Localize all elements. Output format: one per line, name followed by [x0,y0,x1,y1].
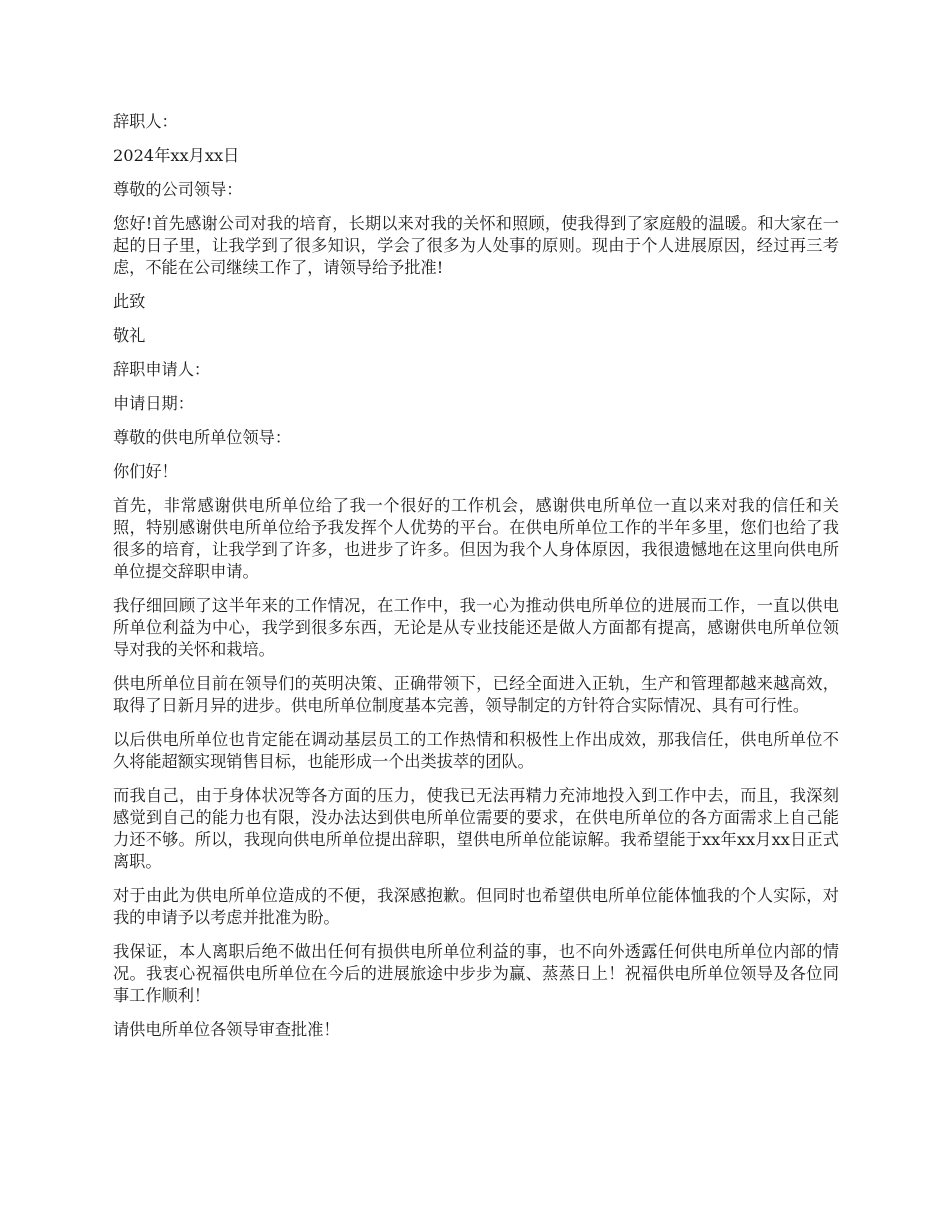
resigner-line: 辞职人： [113,112,178,131]
body-paragraph: 首先，非常感谢供电所单位给了我一个很好的工作机会，感谢供电所单位一直以来对我的信任和关照，特别感谢供电所单位给予我发挥个人优势的平台。在供电所单位工作的半年多里，您们也给了我很多的培育，让我学到了许多，也进步了许多。但因为我个人身体原因，我很遗憾地在这里向供电所单位提交辞职申请。 [113,496,839,581]
salutation-company: 尊敬的公司领导： [113,180,243,199]
final-request-line: 请供电所单位各领导审查批准！ [113,1020,340,1039]
applicant-line: 辞职申请人： [113,360,211,379]
application-date-line: 申请日期： [113,394,194,413]
body-paragraph: 我仔细回顾了这半年来的工作情况，在工作中，我一心为推动供电所单位的进展而工作，一直以供电所单位利益为中心，我学到很多东西，无论是从专业技能还是做人方面都有提高，感谢供电所单位领导对我的关怀和栽培。 [113,596,839,659]
body-paragraph: 以后供电所单位也肯定能在调动基层员工的工作热情和积极性上作出成效，那我信任，供电所单位不久将能超额实现销售目标，也能形成一个出类拔萃的团队。 [113,730,839,771]
date-line: 2024年xx月xx日 [113,146,240,165]
body-paragraph: 您好!首先感谢公司对我的培育，长期以来对我的关怀和照顾，使我得到了家庭般的温暖。和大家在一起的日子里，让我学到了很多知识，学会了很多为人处事的原则。现由于个人进展原因，经过再三考虑，不能在公司继续工作了，请领导给予批准! [113,214,839,277]
closing-zhici: 此致 [113,292,146,311]
body-paragraph: 我保证，本人离职后绝不做出任何有损供电所单位利益的事，也不向外透露任何供电所单位内部的情况。我衷心祝福供电所单位在今后的进展旅途中步步为赢、蒸蒸日上！祝福供电所单位领导及各位同事工作顺利！ [113,942,839,1005]
salutation-power-station: 尊敬的供电所单位领导： [113,428,292,447]
closing-jingli: 敬礼 [113,326,146,345]
greeting-line: 你们好！ [113,462,178,481]
body-paragraph: 而我自己，由于身体状况等各方面的压力，使我已无法再精力充沛地投入到工作中去，而且，我深刻感觉到自己的能力也有限，没办法达到供电所单位需要的要求，在供电所单位的各方面需求上自己能力还不够。所以，我现向供电所单位提出辞职，望供电所单位能谅解。我希望能于xx年xx月xx日正式离职。 [113,786,839,871]
body-paragraph: 供电所单位目前在领导们的英明决策、正确带领下，已经全面进入正轨，生产和管理都越来越高效，取得了日新月异的进步。供电所单位制度基本完善，领导制定的方针符合实际情况、具有可行性。 [113,674,839,715]
body-paragraph: 对于由此为供电所单位造成的不便，我深感抱歉。但同时也希望供电所单位能体恤我的个人实际，对我的申请予以考虑并批准为盼。 [113,886,839,927]
